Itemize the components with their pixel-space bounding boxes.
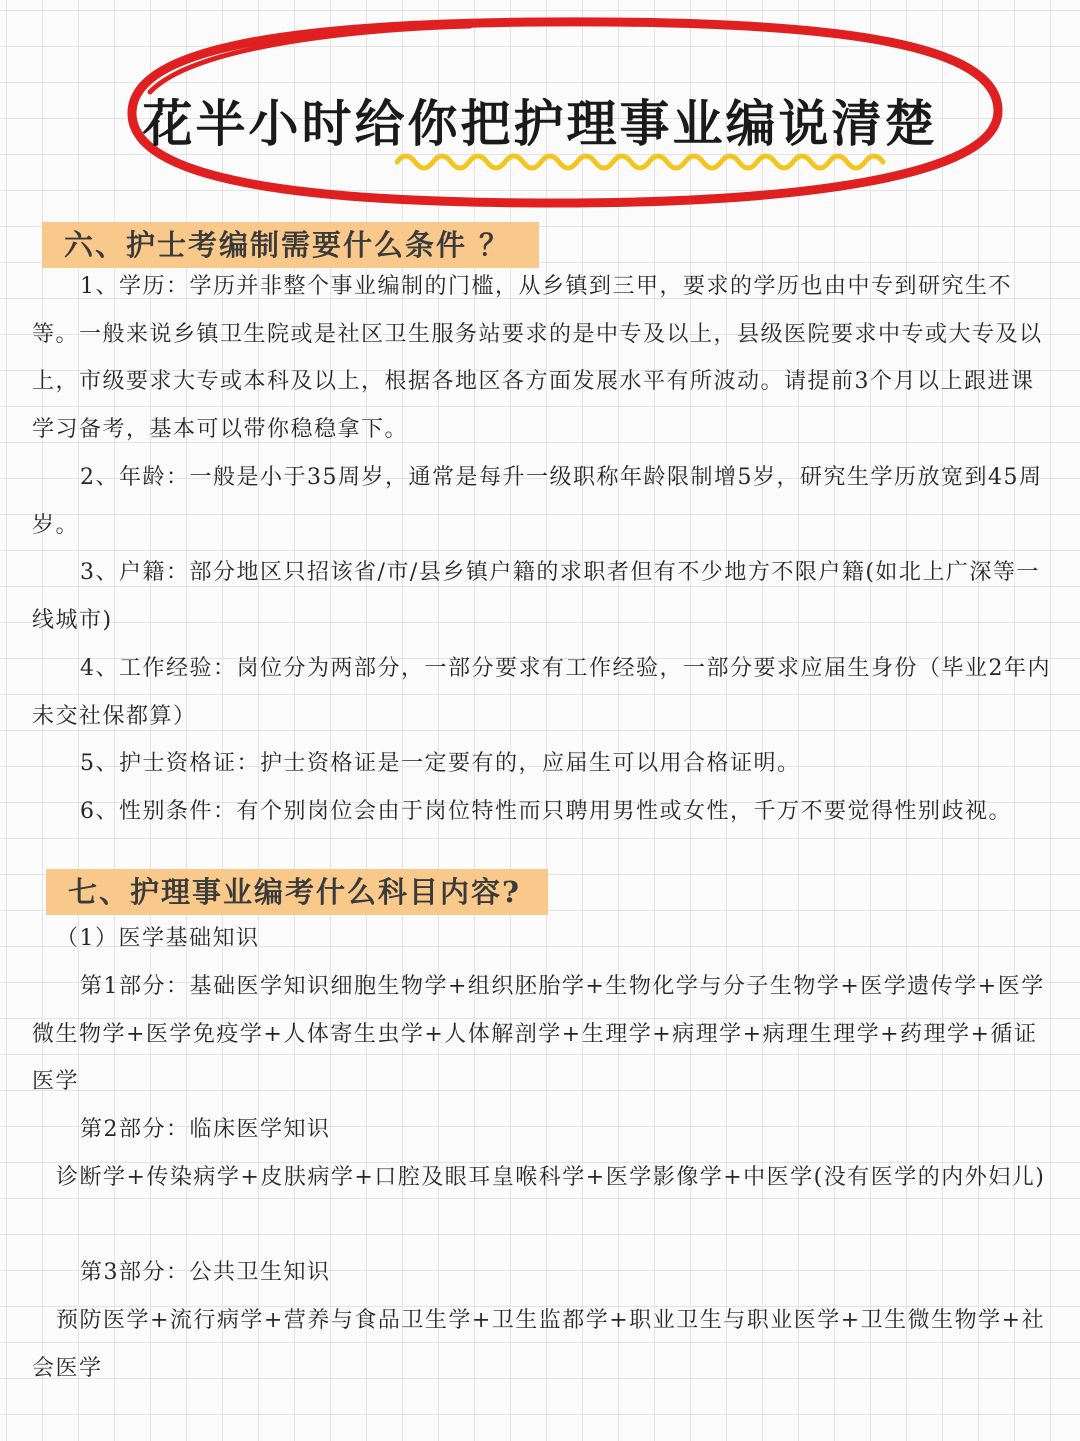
section6-item-3 xyxy=(32,549,1052,644)
section7-part2-title-text: 第2部分：临床医学知识 xyxy=(80,1117,331,1142)
page-title: 花半小时给你把护理事业编说清楚 xyxy=(142,94,938,153)
section6-heading: 六、护士考编制需要什么条件 ？ xyxy=(42,222,539,268)
section7-part2-title xyxy=(32,1106,1052,1154)
section7-part3-title-text: 第3部分：公共卫生知识 xyxy=(80,1260,331,1285)
section7-part2-body-text: 诊断学+传染病学+皮肤病学+口腔及眼耳皇喉科学+医学影像学+中医学(没有医学的内外妇儿) xyxy=(56,1165,1046,1190)
section7-heading: 七、护理事业编考什么科目内容? xyxy=(46,869,548,915)
section7-part3-title xyxy=(32,1249,1052,1297)
title-banner xyxy=(0,0,1080,215)
section7-part3-body-text: 预防医学+流行病学+营养与食品卫生学+卫生监都学+职业卫生与职业医学+卫生微生物学+社会医学 xyxy=(32,1308,1046,1381)
section6-item-4 xyxy=(32,645,1052,740)
section6-item-6 xyxy=(32,788,1072,836)
section7-part1-text: 第1部分：基础医学知识细胞生物学+组织胚胎学+生物化学与分子生物学+医学遗传学+医学微生物学+医学免疫学+人体寄生虫学+人体解剖学+生理学+病理学+病理生理学+药理学+循证医学 xyxy=(32,974,1045,1095)
section7-part2-body xyxy=(32,1154,1052,1202)
section6-item-6-text: 6、性别条件：有个别岗位会由于岗位特性而只聘用男性或女性，千万不要觉得性别歧视。 xyxy=(80,799,1013,824)
section6-item-2 xyxy=(32,454,1052,549)
section6-item-1 xyxy=(32,263,1052,453)
section6-item-5 xyxy=(32,740,1052,788)
section7-subheading: （1）医学基础知识 xyxy=(56,926,260,951)
section6-item-2-text: 2、年龄：一般是小于35周岁，通常是每升一级职称年龄限制增5岁，研究生学历放宽到45周岁。 xyxy=(32,465,1043,538)
section6-item-5-text: 5、护士资格证：护士资格证是一定要有的，应届生可以用合格证明。 xyxy=(80,751,801,776)
section7-part3-body xyxy=(32,1297,1052,1392)
section6-item-3-text: 3、户籍：部分地区只招该省/市/县乡镇户籍的求职者但有不少地方不限户籍(如北上广深等一线城市) xyxy=(32,560,1040,633)
section7-part1 xyxy=(32,963,1052,1106)
section6-item-4-text: 4、工作经验：岗位分为两部分，一部分要求有工作经验，一部分要求应届生身份（毕业2年内未交社保都算） xyxy=(32,656,1051,729)
section6-item-1-text: 1、学历：学历并非整个事业编制的门槛，从乡镇到三甲，要求的学历也由中专到研究生不等。一般来说乡镇卫生院或是社区卫生服务站要求的是中专及以上，县级医院要求中专或大专及以上，市级要求大专或本科及以上，根据各地区各方面发展水平有所波动。请提前3个月以上跟进课学习备考，基本可以带你稳稳拿下。 xyxy=(32,274,1043,442)
